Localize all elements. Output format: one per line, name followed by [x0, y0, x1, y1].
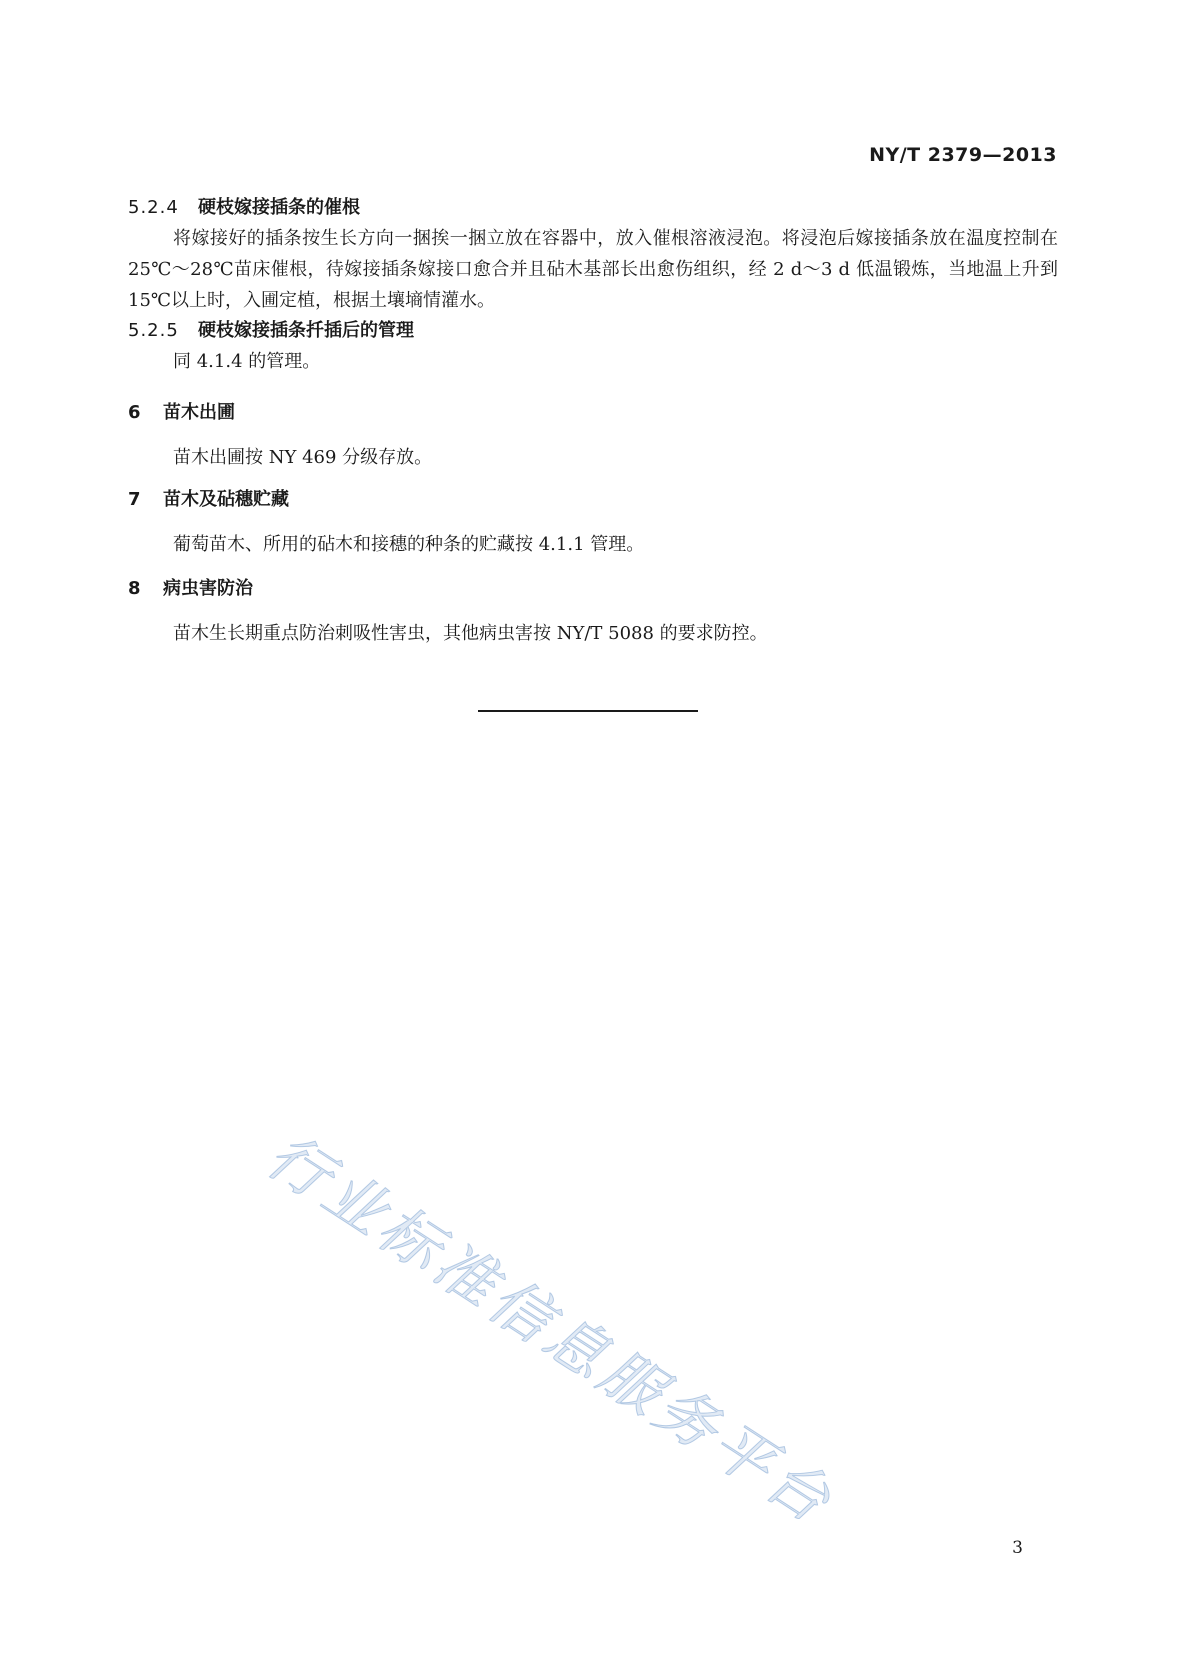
- section-7: [128, 485, 1058, 560]
- end-of-document-rule: [478, 710, 698, 712]
- watermark: 行业标准信息服务平台: [254, 1120, 847, 1540]
- section-heading: [128, 193, 1058, 223]
- section-paragraph: 葡萄苗木、所用的砧木和接穗的种条的贮藏按 4.1.1 管理。: [173, 534, 645, 555]
- section-number: 5.2.4: [128, 197, 179, 218]
- section-number: 5.2.5: [128, 320, 179, 341]
- section-title: 硬枝嫁接插条的催根: [198, 197, 360, 218]
- section-heading: [128, 574, 1058, 604]
- section-8: [128, 574, 1058, 649]
- section-heading: [128, 398, 1058, 428]
- section-number: 8: [128, 578, 142, 599]
- section-title: 病虫害防治: [163, 578, 253, 599]
- section-paragraph: 苗木生长期重点防治刺吸性害虫，其他病虫害按 NY/T 5088 的要求防控。: [173, 623, 768, 644]
- section-number: 6: [128, 402, 142, 423]
- section-title: 硬枝嫁接插条扦插后的管理: [198, 320, 414, 341]
- section-paragraph: 苗木出圃按 NY 469 分级存放。: [173, 447, 433, 468]
- section-paragraph: 同 4.1.4 的管理。: [173, 351, 321, 372]
- section-5-2-5: [128, 316, 1058, 377]
- page-number: 3: [1012, 1538, 1023, 1558]
- section-number: 7: [128, 489, 142, 510]
- section-title: 苗木及砧穗贮藏: [163, 489, 289, 510]
- section-title: 苗木出圃: [163, 402, 235, 423]
- section-5-2-4: [128, 193, 1058, 316]
- section-paragraph: 将嫁接好的插条按生长方向一捆挨一捆立放在容器中，放入催根溶液浸泡。将浸泡后嫁接插条放在温度控制在 25℃～28℃苗床催根，待嫁接插条嫁接口愈合并且砧木基部长出愈伤组织，经 2 d～3 d 低温锻炼，当地温上升到 15℃以上时，入圃定植，根据土壤墒情灌水。: [128, 228, 1058, 311]
- standard-code: NY/T 2379—2013: [869, 144, 1057, 166]
- section-6: [128, 398, 1058, 473]
- section-heading: [128, 485, 1058, 515]
- section-heading: [128, 316, 1058, 346]
